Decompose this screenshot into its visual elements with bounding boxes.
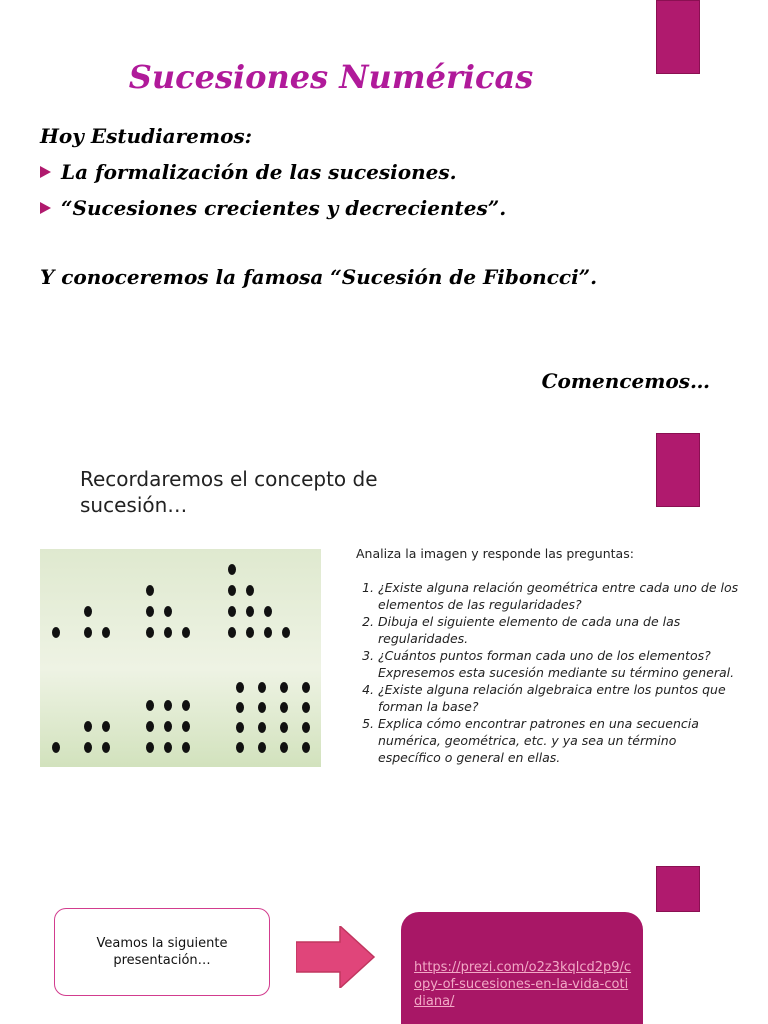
pattern-dot <box>302 682 310 693</box>
pattern-dot <box>146 742 154 753</box>
pattern-dot <box>258 742 266 753</box>
pattern-dot <box>228 606 236 617</box>
page-title: Sucesiones Numéricas <box>128 58 534 96</box>
pattern-dot <box>84 742 92 753</box>
pattern-dot <box>280 742 288 753</box>
dot-pattern-figure <box>40 549 321 767</box>
pattern-dot <box>182 627 190 638</box>
pattern-dot <box>302 722 310 733</box>
pattern-dot <box>258 722 266 733</box>
pattern-dot <box>258 682 266 693</box>
prezi-link[interactable]: https://prezi.com/o2z3kqlcd2p9/copy-of-sucesiones-en-la-vida-cotidiana/ <box>414 960 632 1009</box>
presentation-text: Veamos la siguiente presentación… <box>96 936 228 968</box>
pattern-dot <box>84 606 92 617</box>
pattern-dot <box>228 564 236 575</box>
pattern-dot <box>52 742 60 753</box>
fibonacci-text: Y conoceremos la famosa “Sucesión de Fiboncci”. <box>40 265 598 289</box>
pattern-dot <box>236 702 244 713</box>
decorative-bar-middle <box>656 433 700 507</box>
bullet-item <box>40 196 506 220</box>
question-item: 3. ¿Cuántos puntos forman cada uno de los elementos? Expresemos esta sucesión mediante su término general. <box>378 647 740 681</box>
pattern-dot <box>264 627 272 638</box>
pattern-dot <box>228 585 236 596</box>
pattern-dot <box>146 606 154 617</box>
pattern-dot <box>246 627 254 638</box>
pattern-dot <box>84 721 92 732</box>
pattern-dot <box>84 627 92 638</box>
pattern-dot <box>164 742 172 753</box>
decorative-bar-top <box>656 0 700 74</box>
pattern-dot <box>164 721 172 732</box>
triangle-right-icon <box>40 166 51 178</box>
pattern-dot <box>246 585 254 596</box>
pattern-dot <box>264 606 272 617</box>
pattern-dot <box>236 742 244 753</box>
pattern-dot <box>182 700 190 711</box>
pattern-dot <box>102 627 110 638</box>
decorative-bar-bottom <box>656 866 700 912</box>
pattern-dot <box>302 702 310 713</box>
start-text: Comencemos… <box>541 369 710 393</box>
pattern-dot <box>146 700 154 711</box>
pattern-dot <box>52 627 60 638</box>
pattern-dot <box>282 627 290 638</box>
pattern-dot <box>146 627 154 638</box>
pattern-dot <box>164 700 172 711</box>
pattern-dot <box>146 721 154 732</box>
pattern-dot <box>280 682 288 693</box>
triangle-right-icon <box>40 202 51 214</box>
arrow-right-icon <box>296 926 376 988</box>
bullet-text: “Sucesiones crecientes y decrecientes”. <box>61 196 507 220</box>
bullet-text: La formalización de las sucesiones. <box>61 160 457 184</box>
pattern-dot <box>236 682 244 693</box>
pattern-dot <box>102 721 110 732</box>
pattern-dot <box>280 722 288 733</box>
pattern-dot <box>182 742 190 753</box>
pattern-dot <box>302 742 310 753</box>
question-item: 5. Explica cómo encontrar patrones en una secuencia numérica, geométrica, etc. y ya sea un término específico o general en ellas. <box>378 715 740 766</box>
bullet-item <box>40 160 457 184</box>
link-panel <box>401 912 643 1024</box>
intro-heading: Hoy Estudiaremos: <box>40 124 253 148</box>
recall-heading: Recordaremos el concepto de sucesión… <box>80 467 378 517</box>
pattern-dot <box>164 606 172 617</box>
question-item: 2. Dibuja el siguiente elemento de cada una de las regularidades. <box>378 613 740 647</box>
questions-panel <box>356 545 740 766</box>
pattern-dot <box>258 702 266 713</box>
pattern-dot <box>146 585 154 596</box>
pattern-dot <box>164 627 172 638</box>
pattern-dot <box>102 742 110 753</box>
pattern-dot <box>236 722 244 733</box>
question-item: 1. ¿Existe alguna relación geométrica entre cada uno de los elementos de las regularidades? <box>378 579 740 613</box>
question-item: 4. ¿Existe alguna relación algebraica entre los puntos que forman la base? <box>378 681 740 715</box>
questions-list <box>356 579 740 766</box>
presentation-callout <box>54 908 270 996</box>
pattern-dot <box>280 702 288 713</box>
pattern-dot <box>182 721 190 732</box>
questions-lead: Analiza la imagen y responde las preguntas: <box>356 546 634 561</box>
pattern-dot <box>228 627 236 638</box>
pattern-dot <box>246 606 254 617</box>
